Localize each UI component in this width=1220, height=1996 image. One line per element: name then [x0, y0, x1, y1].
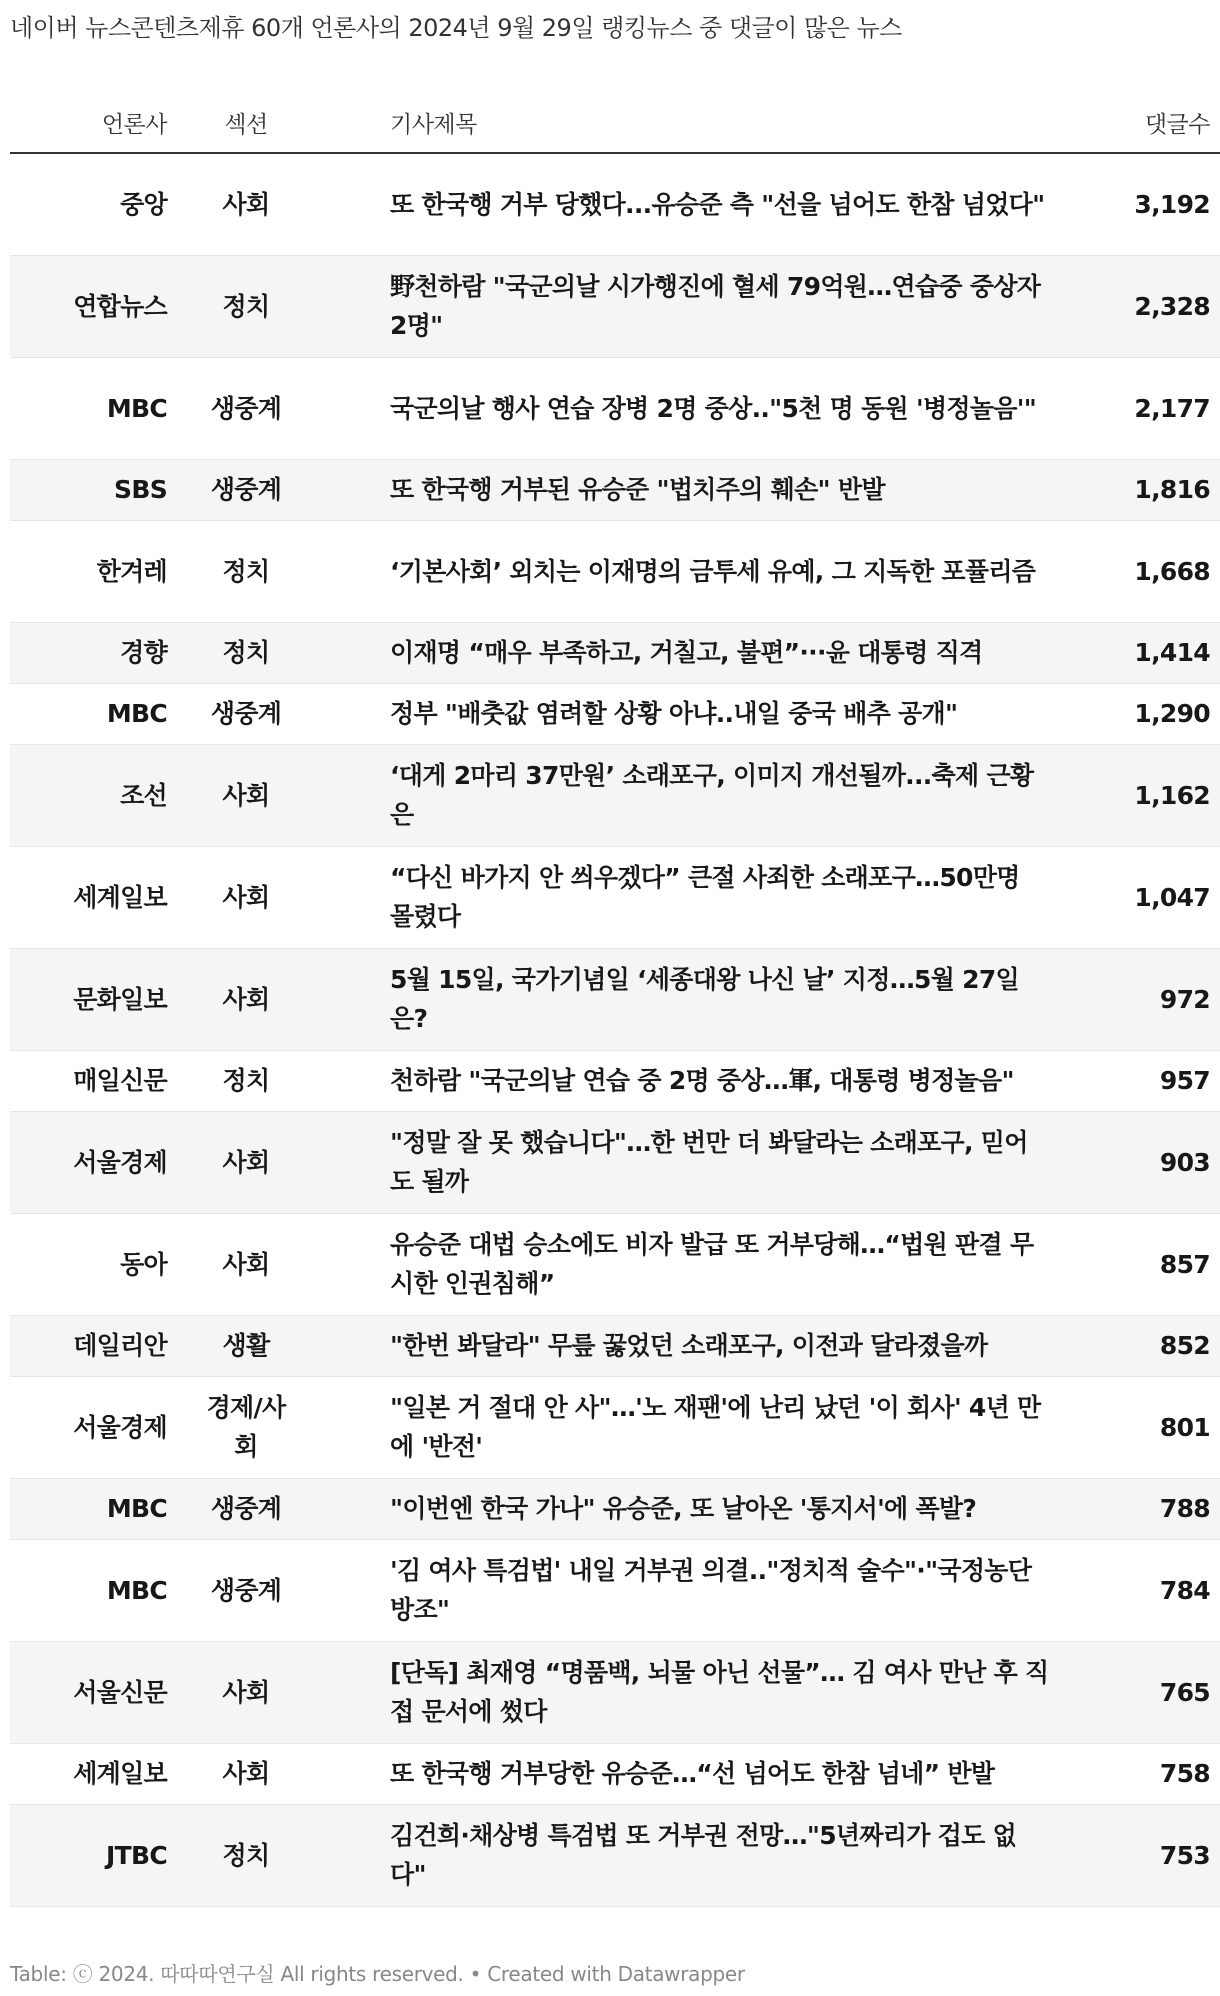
cell-section — [167, 255, 325, 357]
cell-press: 세계일보 — [10, 1743, 167, 1804]
cell-spacer — [325, 1376, 390, 1478]
cell-section — [167, 153, 325, 255]
headline-text: 野천하람 "국군의날 시가행진에 혈세 79억원…연습중 중상자 2명" — [390, 272, 1041, 340]
cell-spacer — [325, 1743, 390, 1804]
headline-text: [단독] 최재영 “명품백, 뇌물 아닌 선물”… 김 여사 만난 후 직접 문서에 썼다 — [390, 1658, 1049, 1726]
cell-section — [167, 1213, 325, 1315]
cell-headline — [390, 1213, 1070, 1315]
cell-headline — [390, 1743, 1070, 1804]
table-row — [10, 153, 1220, 255]
cell-comments: 758 — [1070, 1743, 1220, 1804]
table-row — [10, 1050, 1220, 1111]
cell-spacer — [325, 1111, 390, 1213]
cell-headline — [390, 1478, 1070, 1539]
cell-comments: 784 — [1070, 1539, 1220, 1641]
table-row — [10, 1804, 1220, 1906]
cell-comments: 1,162 — [1070, 744, 1220, 846]
headline-text: 유승준 대법 승소에도 비자 발급 또 거부당해…“법원 판결 무시한 인권침해” — [390, 1230, 1034, 1298]
cell-press: 경향 — [10, 622, 167, 683]
headline-text: '김 여사 특검법' 내일 거부권 의결.."정치적 술수"·"국정농단 방조" — [390, 1556, 1032, 1624]
cell-comments: 2,328 — [1070, 255, 1220, 357]
headline-text: ‘기본사회’ 외치는 이재명의 금투세 유예, 그 지독한 포퓰리즘 — [390, 556, 1036, 586]
header-headline[interactable]: 기사제목 — [390, 92, 1070, 153]
headline-text: 이재명 “매우 부족하고, 거칠고, 불편”···윤 대통령 직격 — [390, 638, 983, 667]
cell-press: 한겨레 — [10, 520, 167, 622]
headline-text: "정말 잘 못 했습니다"…한 번만 더 봐달라는 소래포구, 믿어도 될까 — [390, 1128, 1028, 1196]
cell-headline — [390, 459, 1070, 520]
header-comments[interactable]: 댓글수 — [1070, 92, 1220, 153]
cell-section — [167, 1743, 325, 1804]
cell-comments: 765 — [1070, 1641, 1220, 1743]
cell-comments: 857 — [1070, 1213, 1220, 1315]
cell-comments: 3,192 — [1070, 153, 1220, 255]
table-row — [10, 1376, 1220, 1478]
table-row — [10, 1743, 1220, 1804]
headline-text: 천하람 "국군의날 연습 중 2명 중상…軍, 대통령 병정놀음" — [390, 1066, 1014, 1095]
cell-comments: 1,290 — [1070, 683, 1220, 744]
cell-spacer — [325, 1050, 390, 1111]
section-label: 정치 — [222, 1066, 270, 1095]
cell-section — [167, 744, 325, 846]
cell-headline — [390, 622, 1070, 683]
headline-text: 국군의날 행사 연습 장병 2명 중상.."5천 명 동원 '병정놀음'" — [390, 393, 1037, 423]
cell-press: 서울신문 — [10, 1641, 167, 1743]
section-label: 정치 — [222, 556, 270, 586]
cell-headline — [390, 683, 1070, 744]
cell-section — [167, 1315, 325, 1376]
table-row — [10, 1478, 1220, 1539]
table-row — [10, 1315, 1220, 1376]
cell-spacer — [325, 1478, 390, 1539]
headline-text: "이번엔 한국 가나" 유승준, 또 날아온 '통지서'에 폭발? — [390, 1494, 977, 1523]
cell-headline — [390, 744, 1070, 846]
cell-comments: 852 — [1070, 1315, 1220, 1376]
cell-headline — [390, 357, 1070, 459]
cell-section — [167, 520, 325, 622]
cell-press: 데일리안 — [10, 1315, 167, 1376]
table-row — [10, 255, 1220, 357]
cell-comments: 1,668 — [1070, 520, 1220, 622]
headline-text: "한번 봐달라" 무릎 꿇었던 소래포구, 이전과 달라졌을까 — [390, 1331, 988, 1360]
cell-press: 중앙 — [10, 153, 167, 255]
table-body — [10, 153, 1220, 1906]
table-row — [10, 622, 1220, 683]
cell-headline — [390, 1111, 1070, 1213]
cell-section — [167, 1111, 325, 1213]
table-row — [10, 683, 1220, 744]
headline-text: 또 한국행 거부 당했다...유승준 측 "선을 넘어도 한참 넘었다" — [390, 189, 1045, 219]
cell-headline — [390, 255, 1070, 357]
cell-spacer — [325, 1641, 390, 1743]
cell-spacer — [325, 948, 390, 1050]
cell-section — [167, 622, 325, 683]
cell-section — [167, 1641, 325, 1743]
section-label: 정치 — [222, 1840, 270, 1870]
cell-spacer — [325, 1804, 390, 1906]
section-label: 생중계 — [210, 475, 282, 504]
cell-headline — [390, 1804, 1070, 1906]
cell-comments: 972 — [1070, 948, 1220, 1050]
table-row — [10, 744, 1220, 846]
cell-comments: 788 — [1070, 1478, 1220, 1539]
cell-section — [167, 1478, 325, 1539]
header-press[interactable]: 언론사 — [10, 92, 167, 153]
cell-spacer — [325, 357, 390, 459]
section-label: 사회 — [222, 984, 270, 1014]
cell-spacer — [325, 683, 390, 744]
cell-headline — [390, 153, 1070, 255]
section-label: 사회 — [222, 1677, 270, 1707]
cell-spacer — [325, 1315, 390, 1376]
cell-headline — [390, 1050, 1070, 1111]
cell-press: 연합뉴스 — [10, 255, 167, 357]
section-label: 생중계 — [210, 393, 282, 423]
cell-section — [167, 357, 325, 459]
table-row — [10, 1111, 1220, 1213]
table-row — [10, 459, 1220, 520]
cell-comments: 753 — [1070, 1804, 1220, 1906]
cell-press: MBC — [10, 683, 167, 744]
cell-press: MBC — [10, 1539, 167, 1641]
cell-spacer — [325, 459, 390, 520]
cell-spacer — [325, 255, 390, 357]
table-row — [10, 948, 1220, 1050]
header-spacer — [325, 92, 390, 153]
table-row — [10, 1213, 1220, 1315]
section-label: 사회 — [222, 780, 270, 810]
cell-spacer — [325, 520, 390, 622]
cell-headline — [390, 1315, 1070, 1376]
table-row — [10, 1539, 1220, 1641]
table-row — [10, 357, 1220, 459]
section-label: 사회 — [222, 189, 270, 219]
headline-text: 5월 15일, 국가기념일 ‘세종대왕 나신 날’ 지정…5월 27일은? — [390, 965, 1019, 1033]
cell-press: MBC — [10, 1478, 167, 1539]
table-header-row — [10, 92, 1220, 153]
cell-spacer — [325, 846, 390, 948]
table-row — [10, 1641, 1220, 1743]
headline-text: ‘대게 2마리 37만원’ 소래포구, 이미지 개선될까...축제 근황은 — [390, 761, 1034, 829]
cell-headline — [390, 1641, 1070, 1743]
cell-comments: 1,414 — [1070, 622, 1220, 683]
headline-text: “다신 바가지 안 씌우겠다” 큰절 사죄한 소래포구…50만명 몰렸다 — [390, 863, 1020, 931]
headline-text: "일본 거 절대 안 사"…'노 재팬'에 난리 났던 '이 회사' 4년 만에 '반전' — [390, 1393, 1041, 1461]
cell-press: 조선 — [10, 744, 167, 846]
cell-section — [167, 1050, 325, 1111]
header-section[interactable]: 섹션 — [167, 92, 325, 153]
section-label: 정치 — [222, 291, 270, 321]
news-table — [10, 92, 1220, 1907]
section-label: 생활 — [222, 1331, 270, 1360]
section-label: 생중계 — [210, 1575, 282, 1605]
cell-comments: 957 — [1070, 1050, 1220, 1111]
cell-section — [167, 1539, 325, 1641]
cell-headline — [390, 948, 1070, 1050]
cell-section — [167, 459, 325, 520]
section-label: 사회 — [222, 1147, 270, 1177]
cell-section — [167, 1376, 325, 1478]
cell-headline — [390, 1376, 1070, 1478]
footer-credit: Table: ⓒ 2024. 따따따연구실 All rights reserved. • Created with Datawrapper — [10, 1962, 745, 1986]
headline-text: 또 한국행 거부된 유승준 "법치주의 훼손" 반발 — [390, 475, 885, 504]
cell-comments: 801 — [1070, 1376, 1220, 1478]
headline-text: 정부 "배춧값 염려할 상황 아냐..내일 중국 배추 공개" — [390, 699, 958, 728]
cell-headline — [390, 846, 1070, 948]
section-label: 사회 — [222, 882, 270, 912]
section-label: 사회 — [222, 1249, 270, 1279]
section-label: 사회 — [222, 1759, 270, 1788]
cell-press: 매일신문 — [10, 1050, 167, 1111]
cell-section — [167, 948, 325, 1050]
cell-section — [167, 683, 325, 744]
section-label: 생중계 — [210, 699, 282, 728]
cell-spacer — [325, 744, 390, 846]
cell-press: 동아 — [10, 1213, 167, 1315]
section-label: 생중계 — [210, 1494, 282, 1523]
cell-headline — [390, 1539, 1070, 1641]
table-row — [10, 846, 1220, 948]
headline-text: 김건희·채상병 특검법 또 거부권 전망…"5년짜리가 겁도 없다" — [390, 1821, 1017, 1889]
cell-spacer — [325, 1539, 390, 1641]
chart-title: 네이버 뉴스콘텐츠제휴 60개 언론사의 2024년 9월 29일 랭킹뉴스 중 댓글이 많은 뉴스 — [10, 14, 902, 42]
cell-section — [167, 1804, 325, 1906]
section-label: 경제/사회 — [206, 1393, 286, 1461]
cell-spacer — [325, 622, 390, 683]
cell-press: SBS — [10, 459, 167, 520]
cell-spacer — [325, 1213, 390, 1315]
cell-headline — [390, 520, 1070, 622]
cell-press: 서울경제 — [10, 1111, 167, 1213]
cell-comments: 1,816 — [1070, 459, 1220, 520]
cell-section — [167, 846, 325, 948]
section-label: 정치 — [222, 638, 270, 667]
headline-text: 또 한국행 거부당한 유승준…“선 넘어도 한참 넘네” 반발 — [390, 1759, 995, 1788]
cell-comments: 2,177 — [1070, 357, 1220, 459]
cell-press: 문화일보 — [10, 948, 167, 1050]
cell-spacer — [325, 153, 390, 255]
cell-comments: 903 — [1070, 1111, 1220, 1213]
table-row — [10, 520, 1220, 622]
cell-comments: 1,047 — [1070, 846, 1220, 948]
cell-press: 세계일보 — [10, 846, 167, 948]
cell-press: JTBC — [10, 1804, 167, 1906]
cell-press: MBC — [10, 357, 167, 459]
cell-press: 서울경제 — [10, 1376, 167, 1478]
